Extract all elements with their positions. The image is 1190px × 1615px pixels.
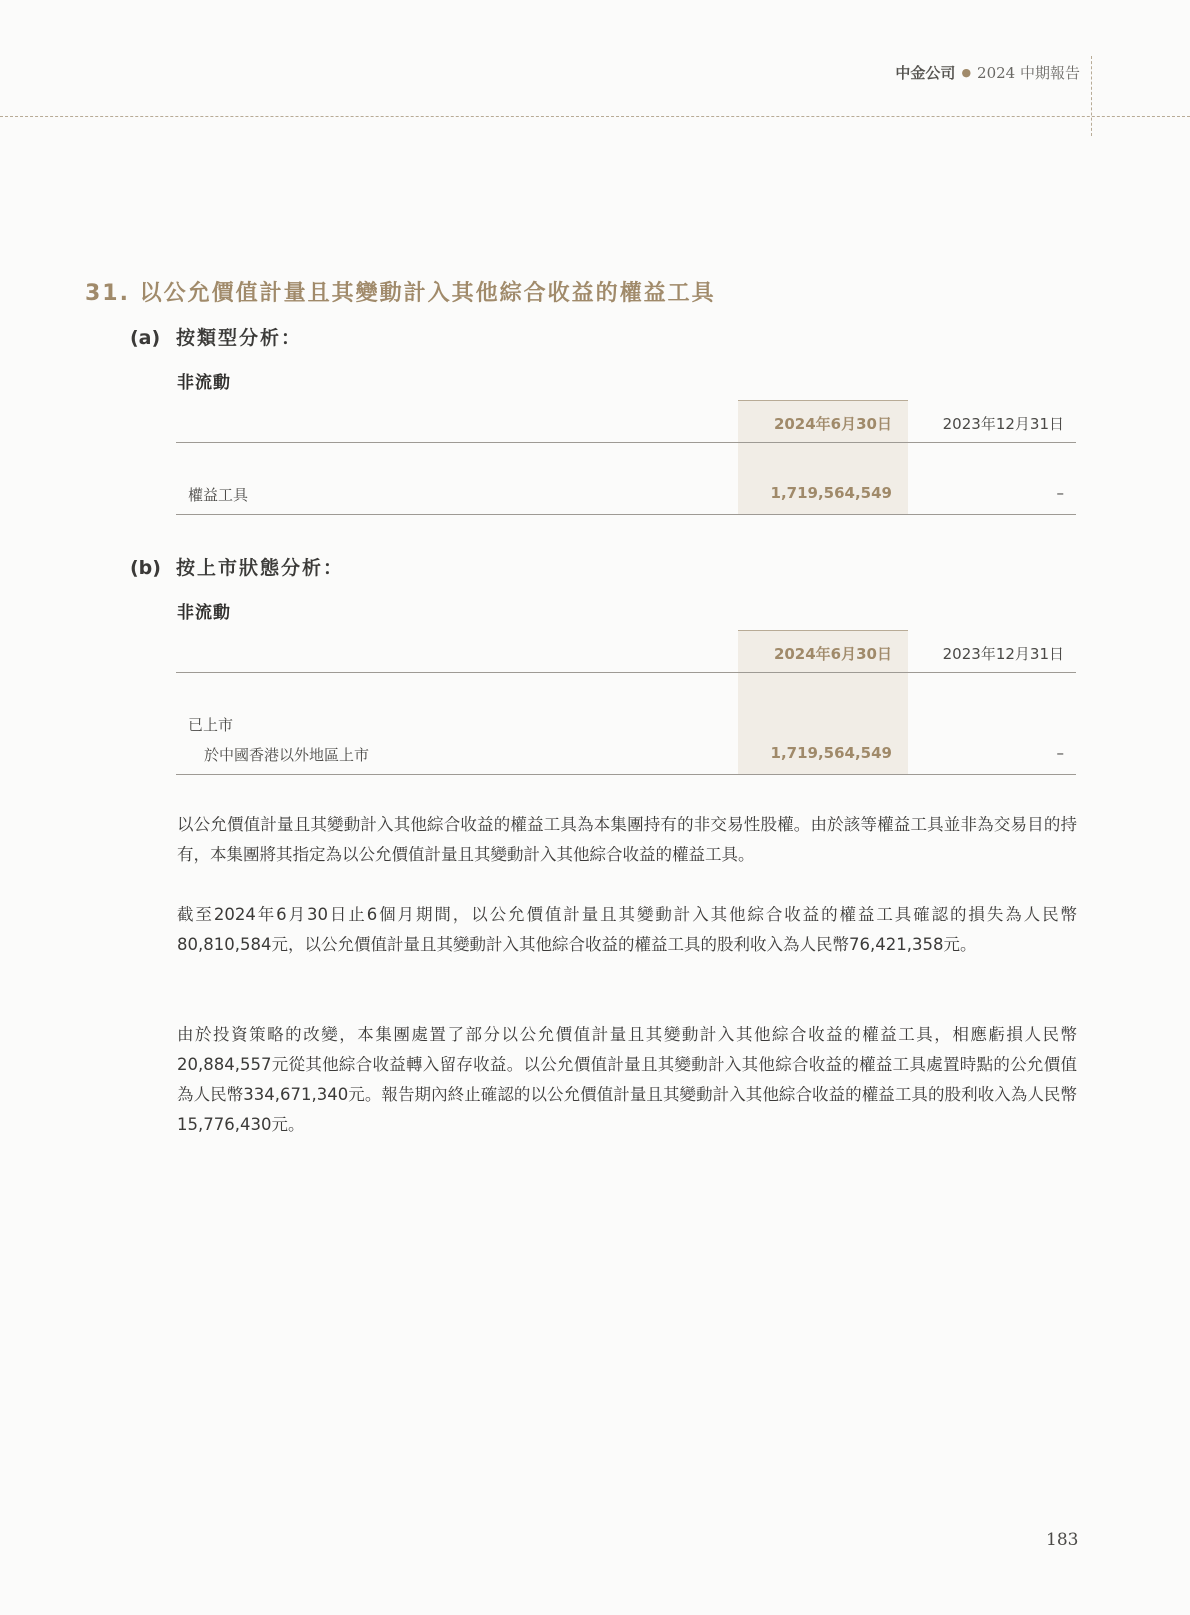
section-title-text: 以公允價值計量且其變動計入其他綜合收益的權益工具 [139,281,716,306]
bottom-rule [176,514,1076,515]
column-header-2023: 2023年12月31日 [942,415,1064,433]
part-b-label: (b) [130,557,161,579]
part-a-title [130,323,302,350]
row-value-2024: 1,719,564,549 [770,484,892,502]
column-header-2024: 2024年6月30日 [773,645,892,663]
paragraph-3: 由於投資策略的改變，本集團處置了部分以公允價值計量且其變動計入其他綜合收益的權益工具，相應虧損人民幣20,884,557元從其他綜合收益轉入留存收益。以公允價值計量且其變動計入其他綜合收益的權益工具處置時點的公允價值為人民幣334,671,340元。報告期內終止確認的以公允價值計量且其變動計入其他綜合收益的權益工具的股利收入為人民幣15,776,430元。 [177,1025,1077,1134]
part-b-title-text: 按上市狀態分析： [176,557,345,579]
header-company: 中金公司 [895,64,956,82]
row-label-outside-hk: 於中國香港以外地區上市 [204,746,370,764]
header-vertical-divider [1091,56,1092,136]
section-number: 31. [85,281,130,306]
column-top-rule [738,400,908,401]
column-top-rule [738,630,908,631]
header-divider [0,116,1190,117]
row-group-listed: 已上市 [188,716,234,734]
part-b-title [130,553,344,580]
section-title [85,276,716,307]
row-value-2023: – [1056,484,1064,502]
row-value-2024: 1,719,564,549 [770,744,892,762]
table-by-type [176,400,1076,515]
column-header-2024: 2024年6月30日 [773,415,892,433]
row-label-equity: 權益工具 [188,486,249,504]
bullet-icon: ● [961,66,972,79]
paragraph-2: 截至2024年6月30日止6個月期間，以公允價值計量且其變動計入其他綜合收益的權益工具確認的損失為人民幣80,810,584元，以公允價值計量且其變動計入其他綜合收益的權益工具的股利收入為人民幣76,421,358元。 [177,905,1077,954]
page-number: 183 [1046,1530,1079,1550]
table-by-listing [176,630,1076,775]
part-a-title-text: 按類型分析： [176,327,303,349]
row-value-2023: – [1056,744,1064,762]
header-rule [176,442,1076,443]
page-header [895,62,1080,83]
bottom-rule [176,774,1076,775]
header-report-title: 2024 中期報告 [977,64,1080,82]
part-b-subheading: 非流動 [177,603,231,623]
part-a-subheading: 非流動 [177,373,231,393]
column-header-2023: 2023年12月31日 [942,645,1064,663]
header-rule [176,672,1076,673]
part-a-label: (a) [130,327,161,349]
paragraph-1: 以公允價值計量且其變動計入其他綜合收益的權益工具為本集團持有的非交易性股權。由於該等權益工具並非為交易目的持有，本集團將其指定為以公允價值計量且其變動計入其他綜合收益的權益工具。 [177,815,1077,864]
